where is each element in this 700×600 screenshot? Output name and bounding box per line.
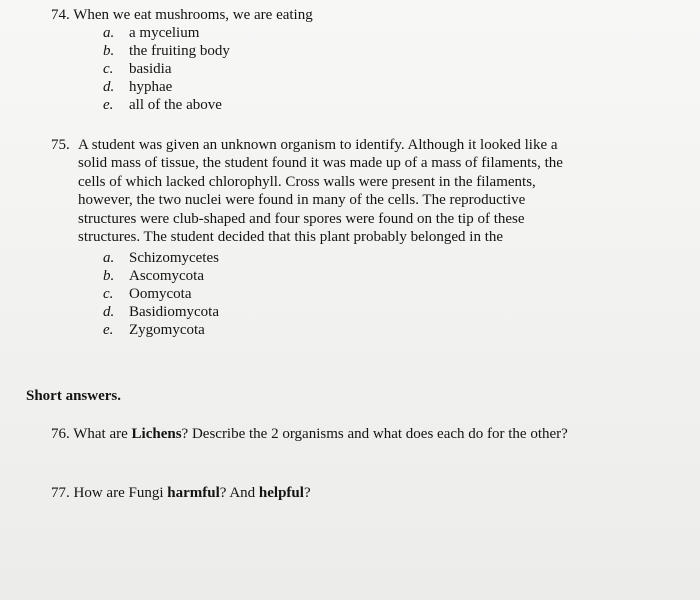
option-letter: b. xyxy=(103,268,115,284)
option-letter: a. xyxy=(103,25,115,41)
option-letter: e. xyxy=(103,97,114,113)
bold-term-harmful: harmful xyxy=(167,485,220,501)
q74-option-e xyxy=(103,96,222,114)
option-text: basidia xyxy=(129,61,172,77)
question-middle: ? And xyxy=(219,485,259,501)
bold-term-helpful: helpful xyxy=(258,485,304,501)
option-text: all of the above xyxy=(129,97,222,113)
option-text: Basidiomycota xyxy=(129,304,219,320)
question-76 xyxy=(51,425,568,443)
option-text: Schizomycetes xyxy=(129,250,219,266)
section-heading: Short answers. xyxy=(26,388,122,404)
question-number: 75. xyxy=(51,137,70,153)
question-prefix: How are Fungi xyxy=(73,485,168,501)
question-number: 74. xyxy=(51,7,70,23)
question-75 xyxy=(51,136,643,246)
bold-term: Lichens xyxy=(131,426,182,442)
question-number: 76. xyxy=(51,426,70,442)
option-text: Oomycota xyxy=(129,286,192,302)
q75-option-b xyxy=(103,267,204,285)
question-prefix: What are xyxy=(73,426,132,442)
question-number: 77. xyxy=(51,485,70,501)
question-text: When we eat mushrooms, we are eating xyxy=(73,7,313,23)
option-text: hyphae xyxy=(129,79,173,95)
option-text: a mycelium xyxy=(129,25,200,41)
option-letter: e. xyxy=(103,322,114,338)
question-suffix: ? xyxy=(303,485,311,501)
option-letter: a. xyxy=(103,250,115,266)
option-letter: c. xyxy=(103,61,114,77)
question-74 xyxy=(51,6,313,24)
q75-option-a xyxy=(103,249,219,267)
question-suffix: ? Describe the 2 organisms and what does each do for the other? xyxy=(181,426,568,442)
question-77 xyxy=(51,484,311,502)
q74-option-c xyxy=(103,60,172,78)
q74-option-a xyxy=(103,24,199,42)
option-letter: d. xyxy=(103,304,115,320)
option-letter: b. xyxy=(103,43,115,59)
q74-option-d xyxy=(103,78,172,96)
option-text: Zygomycota xyxy=(129,322,205,338)
option-text: the fruiting body xyxy=(129,43,230,59)
option-letter: d. xyxy=(103,79,115,95)
q75-option-e xyxy=(103,321,205,339)
option-letter: c. xyxy=(103,286,114,302)
q75-option-c xyxy=(103,285,191,303)
question-text: A student was given an unknown organism to identify. Although it looked like a solid mass of tissue, the student found it was made up of a mass of filaments, the cells of which lacked chlorophyll. Cross walls were present in the filaments, however, the two nuclei were found in many of the cells. The reproductive structures were club-shaped and four spores were found on the tip of these structures. The student decided that this plant probably belonged in the xyxy=(78,137,563,246)
q74-option-b xyxy=(103,42,230,60)
q75-option-d xyxy=(103,303,219,321)
option-text: Ascomycota xyxy=(129,268,204,284)
